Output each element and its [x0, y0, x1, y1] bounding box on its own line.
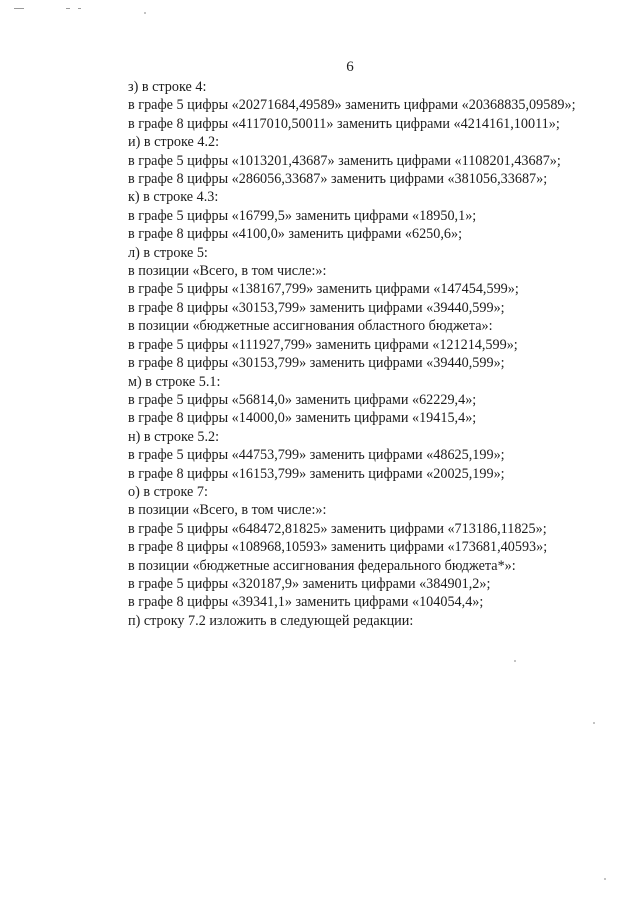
text-line: в графе 8 цифры «4100,0» заменить цифрами «6250,6»; — [128, 226, 463, 243]
text-line: в графе 8 цифры «14000,0» заменить цифрами «19415,4»; — [128, 410, 477, 427]
text-line: в графе 5 цифры «320187,9» заменить цифрами «384901,2»; — [128, 575, 491, 592]
text-line: в графе 5 цифры «56814,0» заменить цифрами «62229,4»; — [128, 391, 477, 408]
text-line: в графе 5 цифры «111927,799» заменить цифрами «121214,599»; — [128, 336, 518, 353]
scan-speck — [604, 878, 606, 880]
text-line: з) в строке 4: — [128, 79, 207, 95]
page-number: 6 — [346, 59, 354, 75]
scan-speck — [144, 12, 146, 14]
text-line: м) в строке 5.1: — [128, 373, 221, 390]
text-line: в позиции «Всего, в том числе:»: — [128, 263, 327, 280]
text-line: п) строку 7.2 изложить в следующей редакции: — [128, 612, 414, 629]
text-line: в графе 8 цифры «39341,1» заменить цифрами «104054,4»; — [128, 594, 484, 611]
scan-speck — [514, 660, 516, 662]
text-line: в графе 8 цифры «286056,33687» заменить цифрами «381056,33687»; — [128, 171, 548, 188]
text-line: в позиции «бюджетные ассигнования федерального бюджета*»: — [128, 557, 516, 574]
text-line: в позиции «Всего, в том числе:»: — [128, 502, 327, 519]
text-line: в графе 5 цифры «16799,5» заменить цифрами «18950,1»; — [128, 207, 477, 224]
text-line: в графе 8 цифры «16153,799» заменить цифрами «20025,199»; — [128, 465, 505, 482]
scan-artifact — [66, 8, 70, 9]
text-line: в графе 8 цифры «30153,799» заменить цифрами «39440,599»; — [128, 355, 505, 372]
text-line: и) в строке 4.2: — [128, 134, 220, 151]
text-line: в графе 5 цифры «44753,799» заменить цифрами «48625,199»; — [128, 447, 505, 464]
text-line: л) в строке 5: — [128, 244, 208, 261]
text-line: в позиции «бюджетные ассигнования областного бюджета»: — [128, 318, 493, 335]
text-line: в графе 5 цифры «138167,799» заменить цифрами «147454,599»; — [128, 281, 519, 298]
text-line: в графе 8 цифры «4117010,50011» заменить цифрами «4214161,10011»; — [128, 115, 560, 132]
text-line: в графе 5 цифры «1013201,43687» заменить цифрами «1108201,43687»; — [128, 152, 561, 169]
text-line: н) в строке 5.2: — [128, 428, 220, 445]
text-line: в графе 5 цифры «20271684,49589» заменить цифрами «20368835,09589»; — [128, 97, 576, 114]
text-line: к) в строке 4.3: — [128, 189, 219, 206]
text-line: в графе 5 цифры «648472,81825» заменить цифрами «713186,11825»; — [128, 520, 547, 537]
scan-artifact — [78, 8, 81, 9]
scan-speck — [593, 722, 595, 724]
text-line: о) в строке 7: — [128, 483, 208, 500]
text-line: в графе 8 цифры «108968,10593» заменить цифрами «173681,40593»; — [128, 539, 548, 556]
text-line: в графе 8 цифры «30153,799» заменить цифрами «39440,599»; — [128, 299, 505, 316]
amendment-text — [128, 78, 628, 630]
scan-artifact — [14, 8, 24, 9]
